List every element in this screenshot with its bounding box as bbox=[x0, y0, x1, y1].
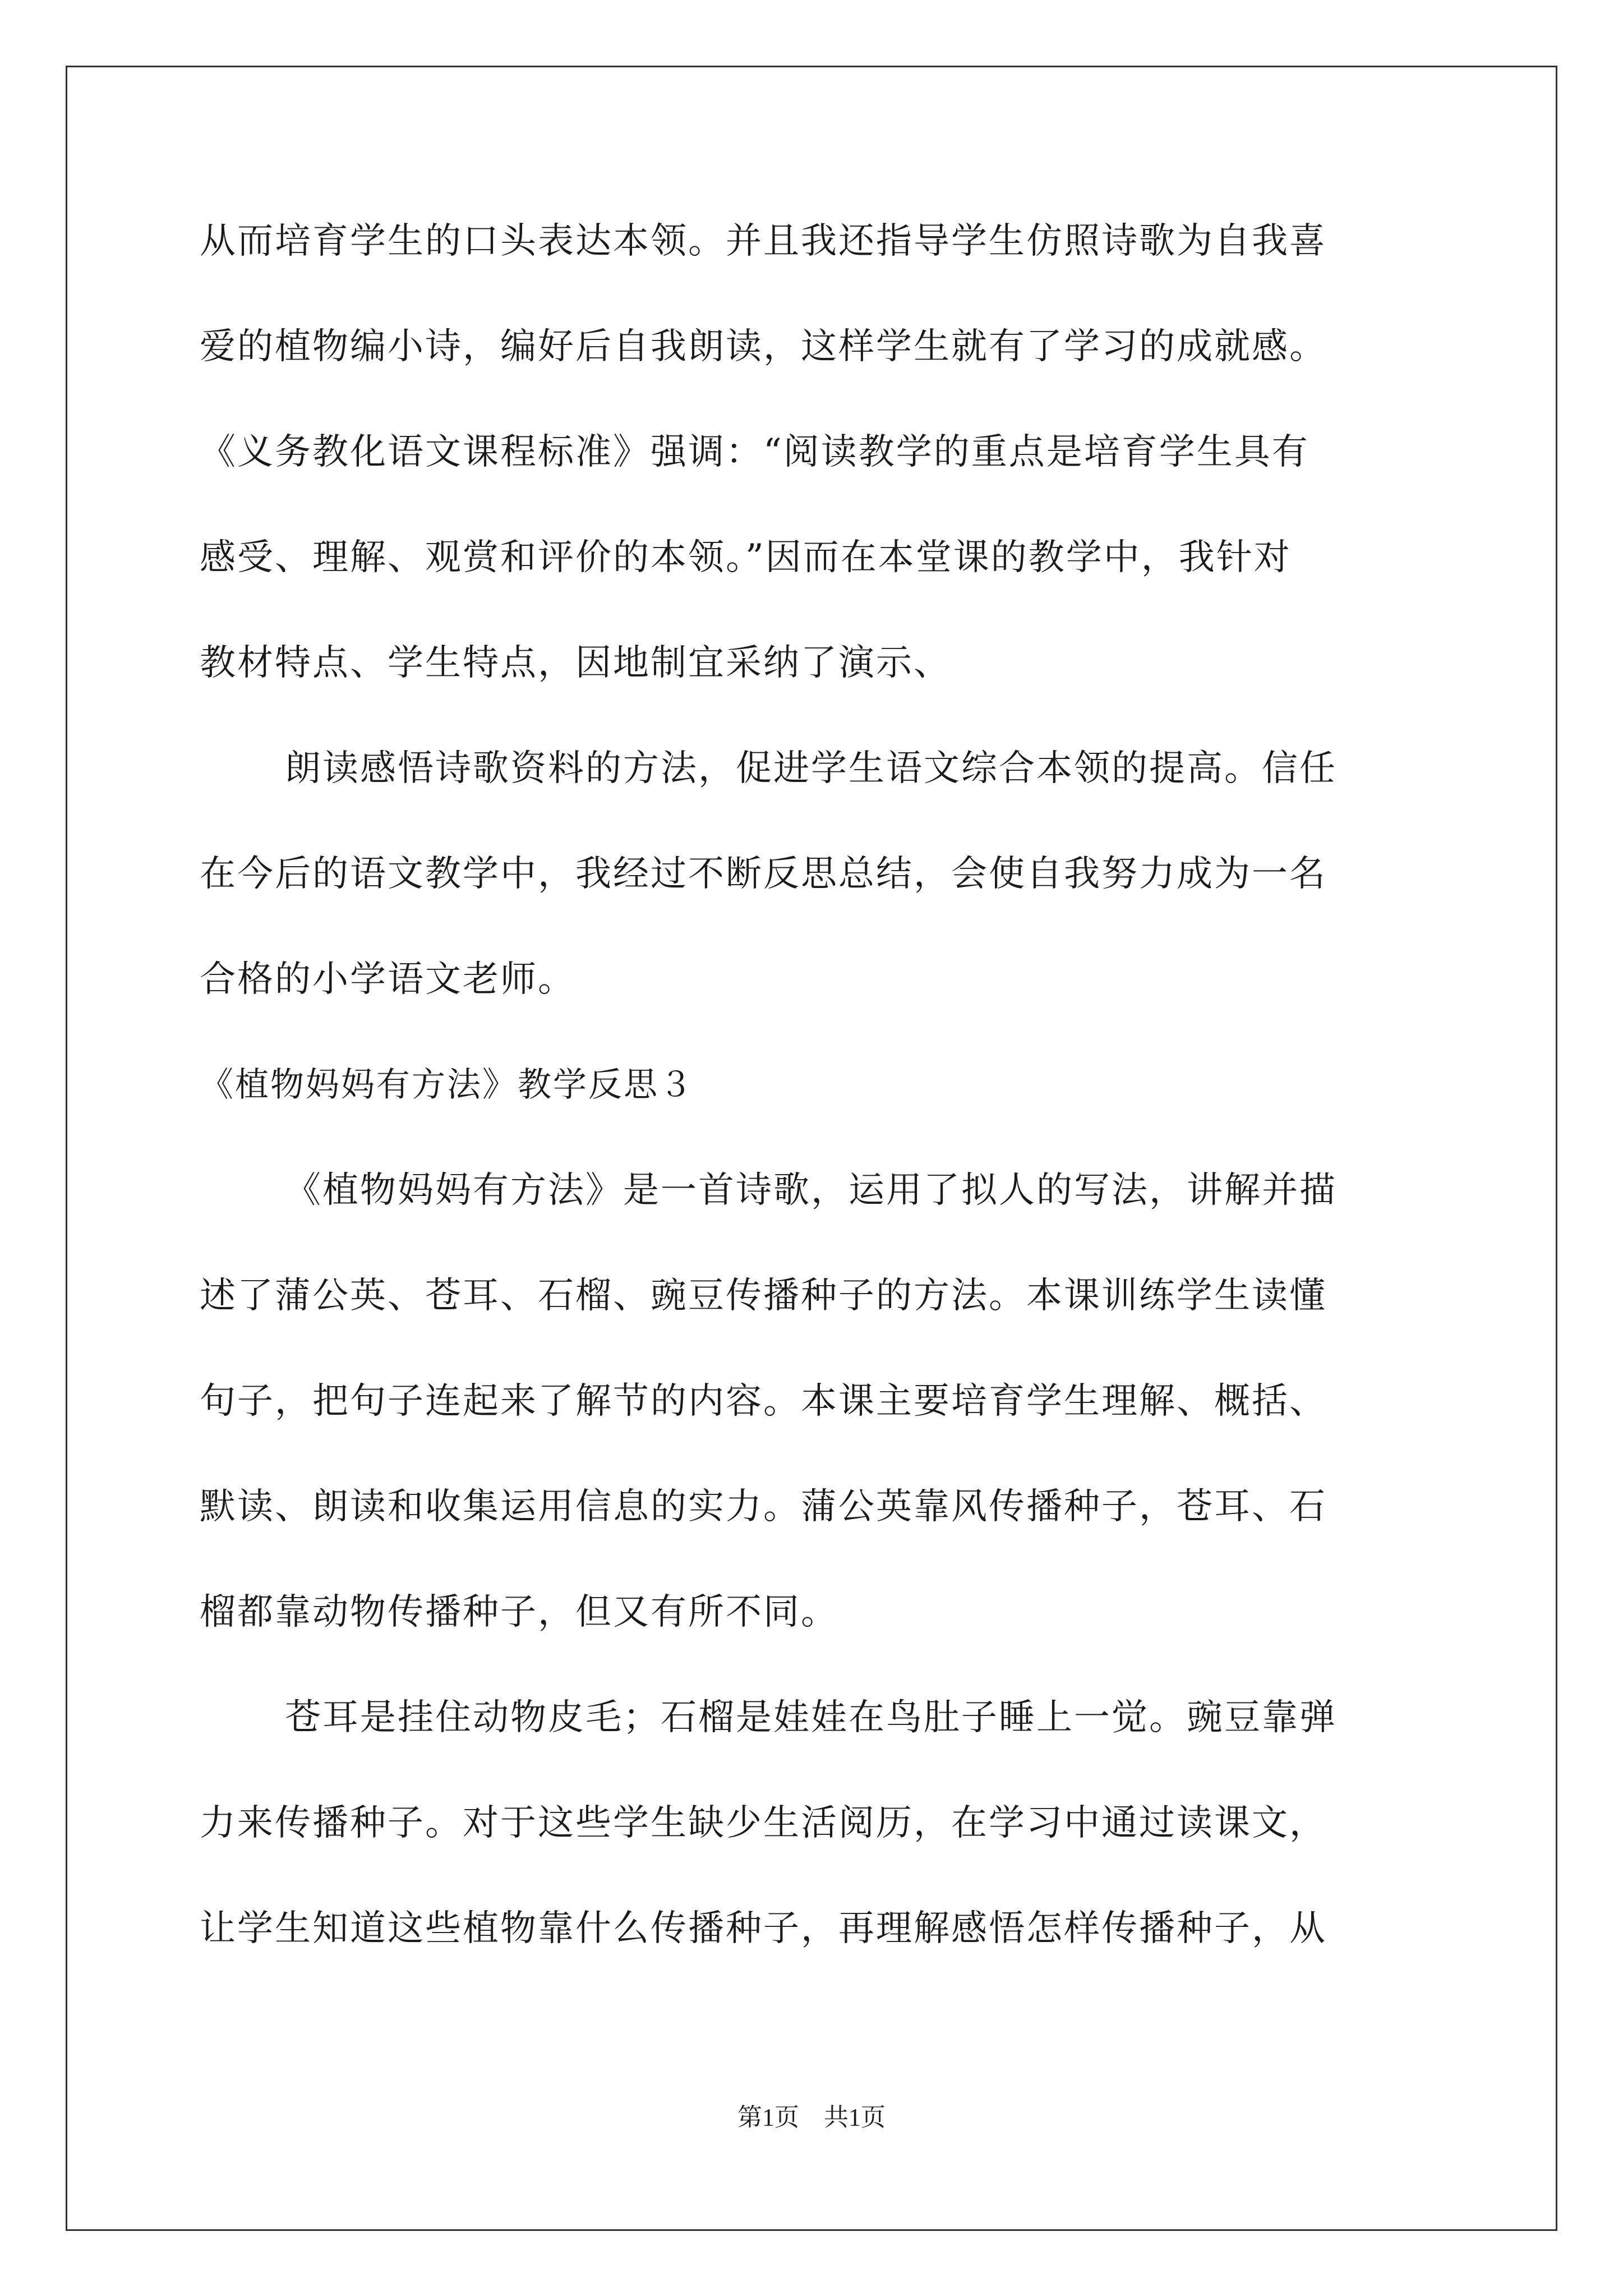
page-footer bbox=[0, 2102, 1623, 2133]
page-total: 共1页 bbox=[824, 2104, 886, 2131]
text-line: 榴都靠动物传播种子，但又有所不同。 bbox=[200, 1591, 838, 1633]
document-body bbox=[200, 219, 1433, 2012]
page-number: 第1页 bbox=[737, 2104, 799, 2131]
text-line: 教材特点、学生特点，因地制宜采纳了演示、 bbox=[200, 642, 951, 684]
text-line: 力来传播种子。对于这些学生缺少生活阅历，在学习中通过读课文， bbox=[200, 1802, 1327, 1844]
paragraph-first-line: 朗读感悟诗歌资料的方法，促进学生语文综合本领的提高。信任 bbox=[285, 748, 1337, 789]
text-line: 爱的植物编小诗，编好后自我朗读，这样学生就有了学习的成就感。 bbox=[200, 326, 1327, 367]
text-line: 感受、理解、观赏和评价的本领。”因而在本堂课的教学中，我针对 bbox=[200, 537, 1292, 578]
paragraph-first-line: 苍耳是挂住动物皮毛；石榴是娃娃在鸟肚子睡上一觉。豌豆靠弹 bbox=[285, 1697, 1337, 1738]
text-line: 从而培育学生的口头表达本领。并且我还指导学生仿照诗歌为自我喜 bbox=[200, 220, 1327, 262]
text-line: 述了蒲公英、苍耳、石榴、豌豆传播种子的方法。本课训练学生读懂 bbox=[200, 1275, 1327, 1317]
text-line: 《义务教化语文课程标准》强调：“阅读教学的重点是培育学生具有 bbox=[200, 431, 1310, 473]
text-line: 默读、朗读和收集运用信息的实力。蒲公英靠风传播种子，苍耳、石 bbox=[200, 1486, 1327, 1527]
text-line: 合格的小学语文老师。 bbox=[200, 959, 575, 1000]
paragraph-first-line: 《植物妈妈有方法》是一首诗歌，运用了拟人的写法，讲解并描 bbox=[285, 1170, 1337, 1211]
section-heading: 《植物妈妈有方法》教学反思３ bbox=[200, 1065, 694, 1105]
text-line: 句子，把句子连起来了解节的内容。本课主要培育学生理解、概括、 bbox=[200, 1381, 1327, 1422]
text-line: 在今后的语文教学中，我经过不断反思总结，会使自我努力成为一名 bbox=[200, 853, 1327, 895]
text-line: 让学生知道这些植物靠什么传播种子，再理解感悟怎样传播种子，从 bbox=[200, 1908, 1327, 1949]
